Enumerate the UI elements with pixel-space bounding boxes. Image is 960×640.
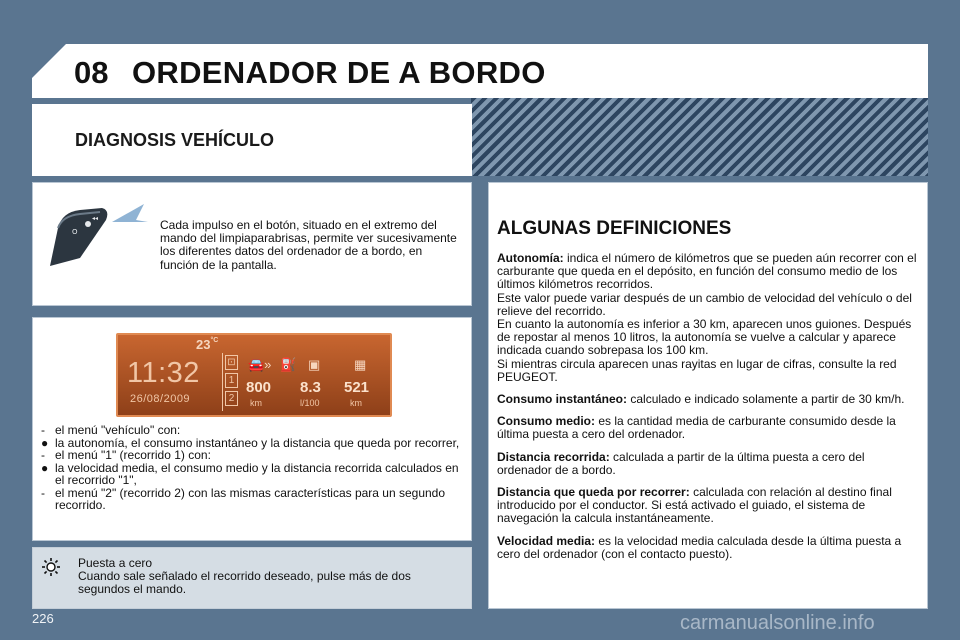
hatch-decoration (471, 98, 928, 176)
list-item: ● la autonomía, el consumo instantáneo y la distancia que queda por recorrer, (41, 435, 460, 450)
list-item: - el menú "1" (recorrido 1) con: (41, 448, 211, 462)
definition-average-speed: Velocidad media: es la velocidad media calculada desde la última puesta a cero del ordenador (con el contacto puesto). (497, 533, 902, 561)
list-item: - el menú "vehículo" con: (41, 423, 181, 437)
display-range-value: 800 (246, 379, 272, 396)
definition-distance-remaining: Distancia que queda por recorrer: calculada con relación al destino final introducido por el conductor. Si está activado el guiado, el sistema de navegación la calcula instantáneamente. (497, 485, 892, 526)
fuel-pump-icon: ⛽ (280, 357, 297, 372)
display-consumption-value: 8.3 (300, 379, 321, 396)
range-car-icon: 🚘» (248, 357, 272, 372)
definitions-list (497, 252, 919, 570)
tip-content (78, 557, 458, 597)
trip-2-tab: 2 (225, 391, 238, 406)
trip-1-tab: 1 (225, 373, 238, 388)
page-number: 226 (32, 611, 54, 626)
fuel-can-icon: ▣ (308, 357, 321, 372)
display-consumption-unit: l/100 (300, 398, 320, 408)
page-title: ORDENADOR DE A BORDO (132, 55, 546, 90)
display-remaining-value: 521 (344, 379, 370, 396)
multifunction-display (116, 333, 392, 417)
tip-sun-icon (41, 557, 61, 577)
display-range-unit: km (250, 398, 262, 408)
chapter-number: 08 (74, 55, 109, 90)
section-subtitle: DIAGNOSIS VEHÍCULO (75, 130, 275, 150)
definition-instant-consumption: Consumo instantáneo: calculado e indicado solamente a partir de 30 km/h. (497, 392, 905, 407)
intro-text: Cada impulso en el botón, situado en el extremo del mando del limpiaparabrisas, permite ver sucesivamente los diferentes datos del ordenador de a bordo, en función de la pantalla. (160, 218, 457, 272)
display-temperature: $23^{^\circ C}$ (196, 337, 219, 352)
watermark: carmanualsonline.info (680, 612, 875, 634)
display-date: 26/08/2009 (130, 393, 191, 405)
svg-text:◂◂: ◂◂ (92, 215, 99, 222)
definition-average-consumption: Consumo medio: es la cantidad media de carburante consumido desde la última puesta a cero del ordenador. (497, 414, 896, 442)
svg-text:O: O (72, 228, 78, 236)
wiper-stalk-icon (40, 198, 150, 270)
list-item: ● la velocidad media, el consumo medio y la distancia recorrida calculados en el recorrido "1", (41, 460, 459, 487)
definition-range: Autonomía: indica el número de kilómetros que se pueden aún recorrer con el carburante que queda en el depósito, en función del consumo medio de los últimos kilómetros recorridos. Este valor puede variar después de un cambio de velocidad del vehículo o del relieve del recorrido. En cuanto la autonomía es inferior a 30 km, aparecen unos guiones. Después de repostar al menos 10 litros, la autonomía se vuelve a calcular y aparece indicada cuando sobrepasa los 100 km. Si mientras circula aparecen unas rayitas en lugar de cifras, consulte la red PEUGEOT. (497, 251, 917, 384)
tip-text: Cuando sale señalado el recorrido deseado, pulse más de dos segundos el mando. (78, 569, 411, 597)
list-item: - el menú "2" (recorrido 2) con las mismas características para un segundo recorrido. (41, 485, 446, 512)
display-separator (222, 353, 223, 411)
finish-flag-icon: ▦ (354, 357, 367, 372)
definitions-heading: ALGUNAS DEFINICIONES (497, 218, 732, 239)
vehicle-tab-icon: ⊡ (225, 355, 238, 370)
definition-distance-travelled: Distancia recorrida: calculada a partir de la última puesta a cero del ordenador de a bordo. (497, 449, 865, 477)
display-time: 11:32 (127, 357, 200, 389)
tip-title: Puesta a cero (78, 556, 153, 570)
display-remaining-unit: km (350, 398, 362, 408)
menu-list (41, 424, 465, 512)
